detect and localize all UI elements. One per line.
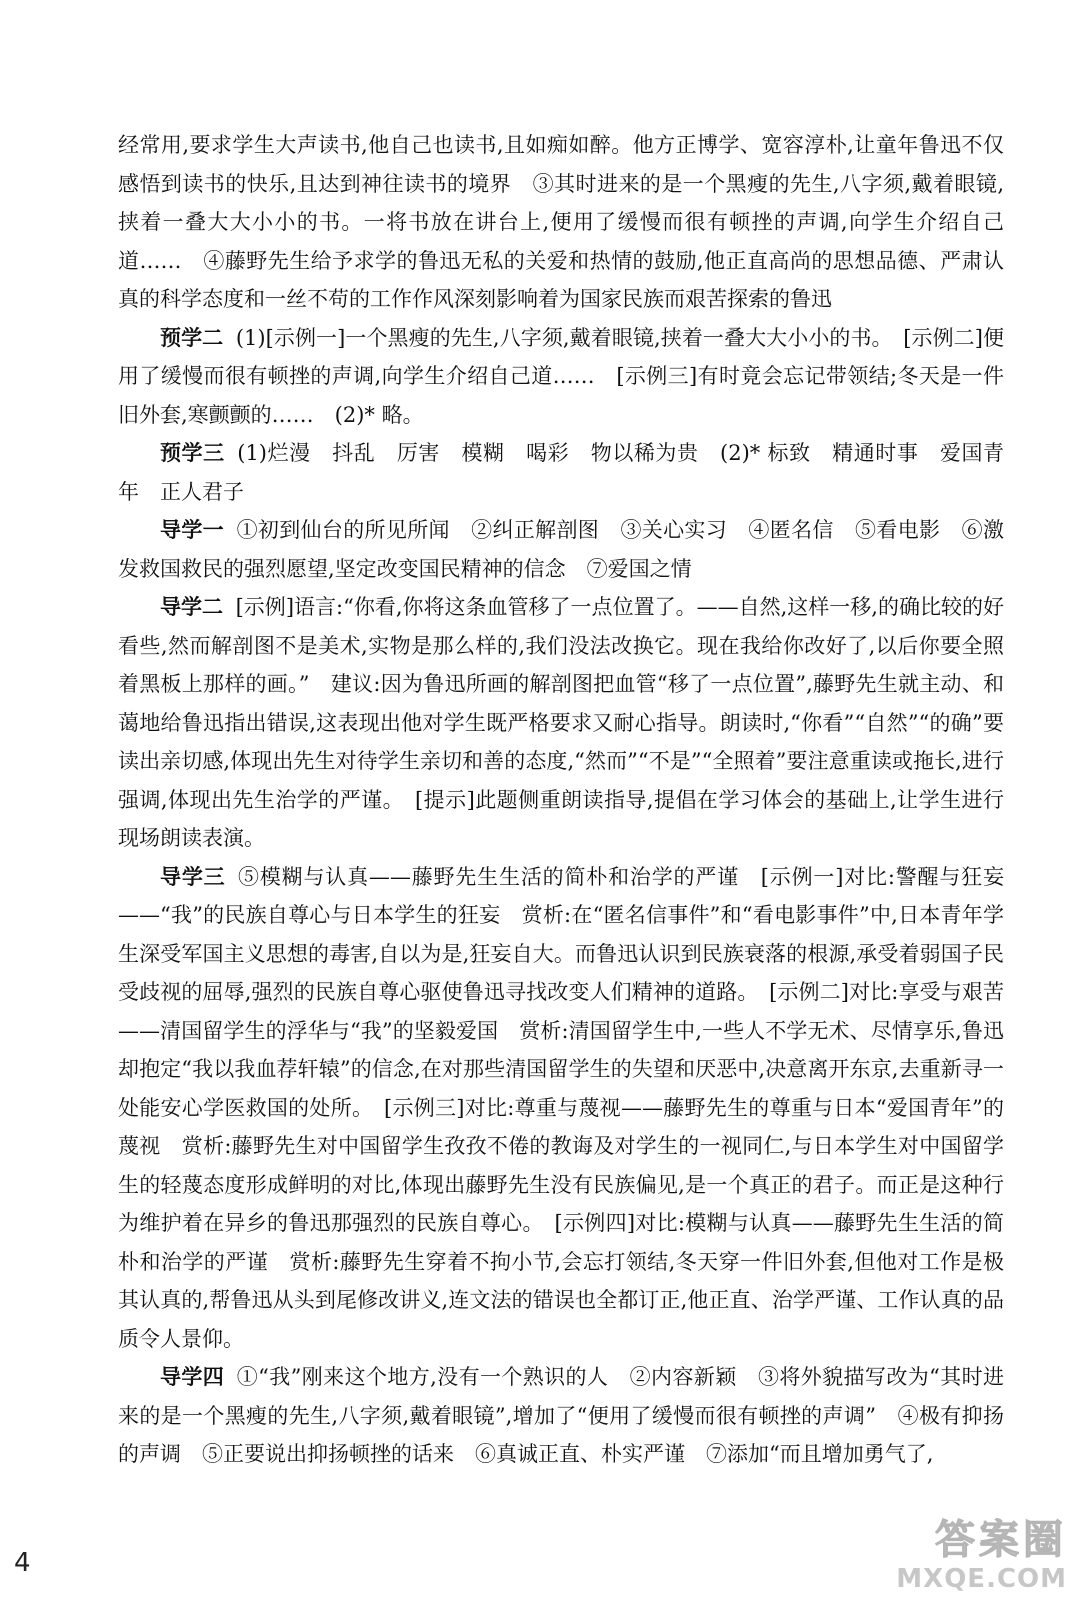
paragraph-yuxue-3 [118, 434, 1004, 511]
paragraph-text: ①初到仙台的所见所闻 ②纠正解剖图 ③关心实习 ④匿名信 ⑤看电影 ⑥激发救国救民的强烈愿望,坚定改变国民精神的信念 ⑦爱国之情 [118, 518, 1005, 581]
paragraph-continuation [118, 126, 1004, 319]
paragraph-daoxue-4 [118, 1358, 1004, 1474]
section-label: 预学三 [160, 441, 225, 465]
paragraph-text: (1)烂漫 抖乱 厉害 模糊 喝彩 物以稀为贵 (2)* 标致 精通时事 爱国青年 正人君子 [118, 441, 1005, 504]
paragraph-daoxue-2 [118, 588, 1004, 858]
section-label: 导学一 [160, 518, 224, 542]
section-label: 预学二 [160, 325, 224, 350]
section-label: 导学四 [160, 1365, 225, 1389]
paragraph-daoxue-3 [118, 858, 1004, 1359]
section-label: 导学三 [160, 864, 226, 889]
paragraph-daoxue-1 [118, 511, 1004, 588]
paragraph-text: (1)[示例一]一个黑瘦的先生,八字须,戴着眼镜,挟着一叠大大小小的书。 [示例二]便用了缓慢而很有顿挫的声调,向学生介绍自己道…… [示例三]有时竟会忘记带领结;冬天是一件旧外套,寒颤颤的…… (2)* 略。 [118, 325, 1005, 427]
watermark-url: MXQE.COM [896, 1564, 1067, 1594]
page-number: 4 [14, 1548, 31, 1578]
watermark-logo [881, 1508, 1077, 1594]
answer-text-body [118, 126, 1004, 1474]
paragraph-text: ①“我”刚来这个地方,没有一个熟识的人 ②内容新颖 ③将外貌描写改为“其时进来的是一个黑瘦的先生,八字须,戴着眼镜”,增加了“便用了缓慢而很有顿挫的声调” ④极有抑扬的声调 ⑤正要说出抑扬顿挫的话来 ⑥真诚正直、朴实严谨 ⑦添加“而且增加勇气了, [118, 1365, 1004, 1466]
paragraph-text: ⑤模糊与认真——藤野先生生活的简朴和治学的严谨 [示例一]对比:警醒与狂妄——“我”的民族自尊心与日本学生的狂妄 赏析:在“匿名信事件”和“看电影事件”中,日本青年学生深受军国主义思想的毒害,自以为是,狂妄自大。而鲁迅认识到民族衰落的根源,承受着弱国子民受歧视的屈辱,强烈的民族自尊心驱使鲁迅寻找改变人们精神的道路。 [示例二]对比:享受与艰苦——清国留学生的浮华与“我”的坚毅爱国 赏析:清国留学生中,一些人不学无术、尽情享乐,鲁迅却抱定“我以我血荐轩辕”的信念,在对那些清国留学生的失望和厌恶中,决意离开东京,去重新寻一处能安心学医救国的处所。 [示例三]对比:尊重与蔑视——藤野先生的尊重与日本“爱国青年”的蔑视 赏析:藤野先生对中国留学生孜孜不倦的教诲及对学生的一视同仁,与日本学生对中国留学生的轻蔑态度形成鲜明的对比,体现出藤野先生没有民族偏见,是一个真正的君子。而正是这种行为维护着在异乡的鲁迅那强烈的民族自尊心。 [示例四]对比:模糊与认真——藤野先生生活的简朴和治学的严谨 赏析:藤野先生穿着不拘小节,会忘打领结,冬天穿一件旧外套,但他对工作是极其认真的,帮鲁迅从头到尾修改讲义,连文法的错误也全都订正,他正直、治学严谨、工作认真的品质令人景仰。 [118, 864, 1004, 1351]
paragraph-yuxue-2 [118, 319, 1004, 435]
paragraph-text: 经常用,要求学生大声读书,他自己也读书,且如痴如醉。他方正博学、宽容淳朴,让童年鲁迅不仅感悟到读书的快乐,且达到神往读书的境界 ③其时进来的是一个黑瘦的先生,八字须,戴着眼镜,挟着一叠大大小小的书。一将书放在讲台上,便用了缓慢而很有顿挫的声调,向学生介绍自己道…… ④藤野先生给予求学的鲁迅无私的关爱和热情的鼓励,他正直高尚的思想品德、严肃认真的科学态度和一丝不苟的工作作风深刻影响着为国家民族而艰苦探索的鲁迅 [118, 133, 1004, 311]
paragraph-text: [示例]语言:“你看,你将这条血管移了一点位置了。——自然,这样一移,的确比较的好看些,然而解剖图不是美术,实物是那么样的,我们没法改换它。现在我给你改好了,以后你要全照着黑板上那样的画。” 建议:因为鲁迅所画的解剖图把血管“移了一点位置”,藤野先生就主动、和蔼地给鲁迅指出错误,这表现出他对学生既严格要求又耐心指导。朗读时,“你看”“自然”“的确”要读出亲切感,体现出先生对待学生亲切和善的态度,“然而”“不是”“全照着”要注意重读或拖长,进行强调,体现出先生治学的严谨。 [提示]此题侧重朗读指导,提倡在学习体会的基础上,让学生进行现场朗读表演。 [118, 595, 1004, 850]
watermark-title: 答案圈 [935, 1517, 1067, 1563]
section-label: 导学二 [160, 595, 224, 619]
